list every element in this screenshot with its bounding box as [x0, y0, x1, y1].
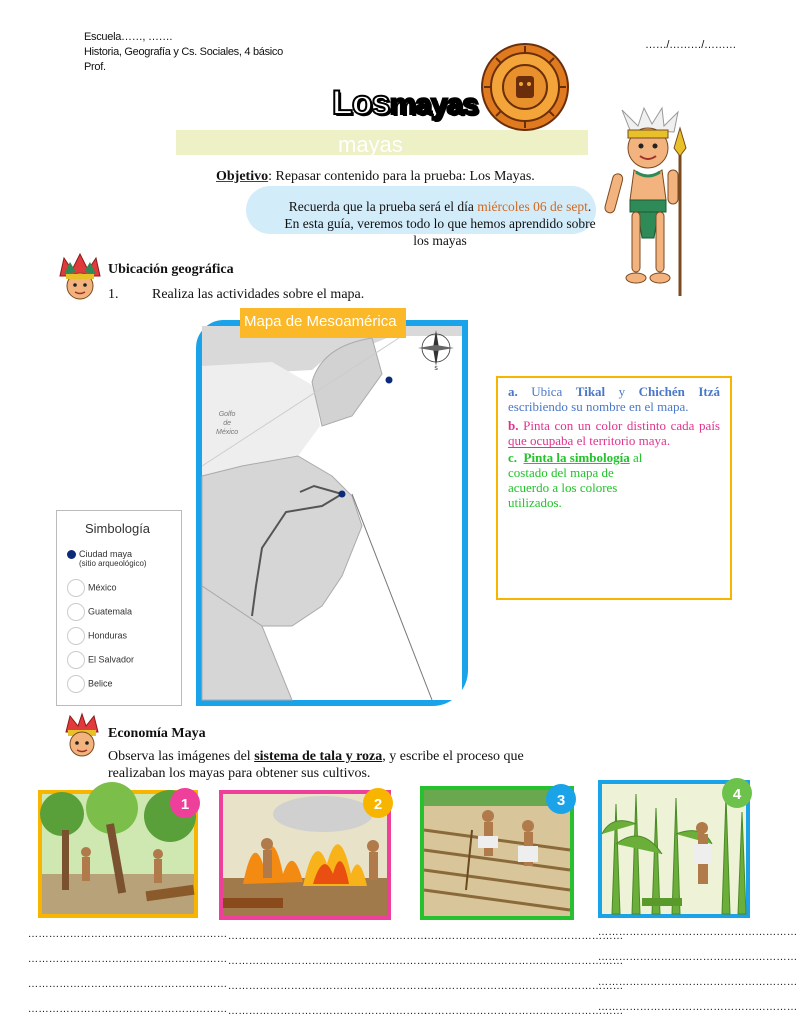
maya-mask-icon: [60, 712, 104, 758]
gulf-label: [216, 410, 238, 437]
planting-illustration: [424, 790, 570, 916]
economy-text2: , y escribe el proceso que realizaban los mayas para obtener sus cultivos.: [108, 749, 524, 781]
legend-label: Honduras: [88, 630, 128, 641]
map-frame: [196, 320, 468, 706]
answer-line[interactable]: …………………………………………………: [598, 977, 798, 988]
maya-character-illustration: [600, 108, 710, 300]
legend-item-honduras[interactable]: [67, 627, 127, 645]
legend-title: Simbología: [85, 521, 151, 536]
map-city-dot: [386, 377, 393, 384]
instruction-a-text1: Ubica: [517, 384, 576, 399]
economy-instruction: [108, 748, 578, 782]
legend-city-sublabel: (sitio arqueológico): [79, 559, 147, 569]
answer-line[interactable]: …………………………………………………: [28, 929, 228, 940]
title-mayas: mayas: [389, 88, 478, 121]
instruction-c-bold: Pinta la simbología: [523, 450, 630, 465]
step-image-4: [598, 780, 750, 918]
mesoamerica-map: [202, 326, 462, 700]
instruction-a-text2: escribiendo su nombre en el mapa.: [508, 399, 689, 414]
legend-city-label: Ciudad maya: [79, 549, 133, 559]
answer-line[interactable]: …………………………………………………: [424, 931, 624, 942]
gulf-label-1: Golfo: [218, 411, 236, 418]
instruction-c: [508, 450, 658, 510]
answer-line[interactable]: …………………………………………………: [228, 981, 428, 992]
legend-box: [56, 510, 182, 706]
corn-harvest-illustration: [602, 784, 746, 914]
legend-label: Guatemala: [88, 606, 133, 617]
compass-rose-icon: [414, 326, 458, 370]
answer-lines-1[interactable]: [28, 922, 228, 1022]
instruction-c-text: al costado del mapa de acuerdo a los colores utilizados.: [508, 450, 643, 510]
date-field: ……/………/………: [645, 39, 737, 51]
step-number-3: 3: [546, 784, 576, 814]
burning-illustration: [223, 794, 387, 916]
color-circle[interactable]: [67, 603, 85, 621]
instruction-a: [508, 384, 720, 414]
section-title-geography: Ubicación geográfica: [108, 262, 234, 277]
title-subtitle: mayas: [338, 132, 403, 157]
legend-label: México: [88, 582, 117, 593]
gulf-label-3: México: [216, 429, 239, 436]
instruction-c-letter: c.: [508, 450, 518, 465]
instruction-b-letter: b.: [508, 418, 519, 433]
answer-line[interactable]: …………………………………………………: [228, 931, 428, 942]
answer-line[interactable]: …………………………………………………: [28, 979, 228, 990]
maya-head-icon: [56, 252, 104, 302]
legend-item-belice[interactable]: [67, 675, 113, 693]
title-bar: [176, 130, 588, 155]
header-block: [84, 30, 283, 75]
legend-item-el-salvador[interactable]: [67, 651, 134, 669]
legend-label: El Salvador: [88, 654, 135, 665]
subject-line: Historia, Geografía y Cs. Sociales, 4 básico: [84, 46, 283, 58]
economy-bold: sistema de tala y roza: [254, 749, 383, 764]
answer-line[interactable]: …………………………………………………: [598, 1002, 798, 1013]
instruction-a-tikal: Tikal: [575, 384, 606, 399]
objective-text: : Repasar contenido para la prueba: Los Mayas.: [268, 169, 535, 184]
step-number-2: 2: [363, 788, 393, 818]
step-image-3: [420, 786, 574, 920]
color-circle[interactable]: [67, 579, 85, 597]
page-title: [332, 84, 478, 123]
economy-text1: Observa las imágenes del: [108, 749, 255, 764]
teacher-line: Prof.: [84, 61, 106, 73]
answer-line[interactable]: …………………………………………………: [598, 927, 798, 938]
answer-lines-2[interactable]: [228, 924, 428, 1024]
gulf-label-2: de: [223, 420, 231, 427]
answer-line[interactable]: …………………………………………………: [424, 1006, 624, 1017]
instructions-card: [496, 376, 732, 600]
answer-line[interactable]: …………………………………………………: [228, 1006, 428, 1017]
instruction-b: [508, 418, 720, 448]
school-line: Escuela……, …….: [84, 31, 173, 43]
answer-line[interactable]: …………………………………………………: [28, 954, 228, 965]
map-city-dot: [339, 491, 346, 498]
felling-trees-illustration: [42, 794, 194, 914]
color-circle[interactable]: [67, 675, 85, 693]
answer-line[interactable]: …………………………………………………: [598, 952, 798, 963]
reminder-date: miércoles 06 de sept: [477, 199, 588, 214]
reminder-text: [282, 198, 598, 249]
answer-line[interactable]: …………………………………………………: [424, 956, 624, 967]
instruction-b-text: Pinta con un color distinto cada país que ocupaba el territorio maya.: [508, 418, 720, 448]
title-los: Los: [332, 84, 390, 122]
legend-city: [67, 549, 147, 568]
legend-label: Belice: [88, 678, 113, 689]
step-image-1: [38, 790, 198, 918]
step-number-4: 4: [722, 778, 752, 808]
answer-line[interactable]: …………………………………………………: [228, 956, 428, 967]
reminder-part1: Recuerda que la prueba será el día: [288, 199, 478, 214]
section-title-economy: Economía Maya: [108, 726, 206, 741]
step-image-2: [219, 790, 391, 920]
answer-lines-4[interactable]: [598, 920, 798, 1020]
reminder-part2: . En esta guía, veremos todo lo que hemos aprendido sobre los mayas: [284, 199, 596, 248]
instruction-a-letter: a.: [508, 384, 518, 399]
legend-item-mexico[interactable]: [67, 579, 117, 597]
legend-item-guatemala[interactable]: [67, 603, 132, 621]
maya-calendar-icon: [480, 42, 570, 132]
objective-label: Objetivo: [216, 169, 269, 184]
color-circle[interactable]: [67, 627, 85, 645]
instruction-a-chichen: Chichén Itzá: [638, 384, 720, 399]
compass-s: S: [434, 366, 438, 372]
city-dot-icon: [67, 550, 76, 559]
activity-item-text: Realiza las actividades sobre el mapa.: [152, 287, 365, 302]
answer-line[interactable]: …………………………………………………: [28, 1004, 228, 1015]
map-title: Mapa de Mesoamérica: [240, 308, 406, 338]
answer-lines-3[interactable]: [424, 924, 624, 1024]
step-number-1: 1: [170, 788, 200, 818]
answer-line[interactable]: …………………………………………………: [424, 981, 624, 992]
objective-line: [216, 168, 535, 185]
instruction-a-and: y: [605, 384, 639, 399]
color-circle[interactable]: [67, 651, 85, 669]
activity-item-number: 1.: [108, 287, 119, 302]
